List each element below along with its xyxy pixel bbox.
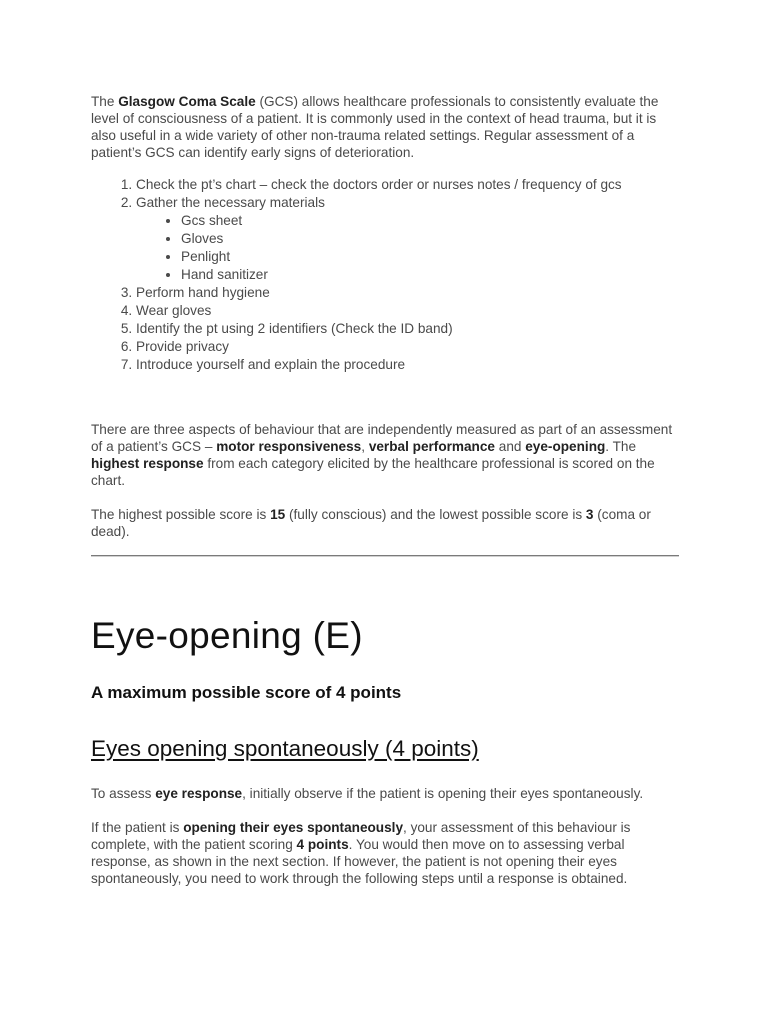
aspects-bold: motor responsiveness [216,439,362,454]
procedure-steps [91,176,681,374]
intro-text: (GCS) allows healthcare professionals to consistently evaluate the level of consciousness of a patient. It is commonly used in the context of head trauma, but it is also useful in a wide variety of other non-trauma related settings. Regular assessment of a patient’s GCS can identify early signs of deterioration. [91,94,659,160]
section-heading: Eye-opening (E) [91,615,363,656]
step-item: 6. Provide privacy [136,338,681,356]
aspects-paragraph [91,421,681,489]
spontaneous-bold: opening their eyes spontaneously [183,820,404,835]
document-content [91,93,681,887]
aspects-text: , [361,439,369,454]
spontaneous-text: . You would then move on to assessing verbal response, as shown in the next section. If however, the patient is not opening their eyes spontaneously, you need to work through the following steps until a response is obtained. [91,837,628,886]
step-item: 3. Perform hand hygiene [136,284,681,302]
aspects-text: and [495,439,526,454]
score-text: (fully conscious) and the lowest possible score is [285,507,586,522]
score-text: (coma or dead). [91,507,651,539]
assess-text: , initially observe if the patient is opening their eyes spontaneously. [242,786,644,801]
aspects-bold: verbal performance [368,439,495,454]
spontaneous-text: If the patient is [91,820,184,835]
step-item: 5. Identify the pt using 2 identifiers (Check the ID band) [136,320,681,338]
step-text: Gather the necessary materials [136,195,325,210]
subsection-heading: Eyes opening spontaneously (4 points) [91,736,479,761]
spontaneous-paragraph [91,819,681,887]
assess-bold: eye response [155,786,243,801]
material-item: • Penlight [181,248,681,266]
step-item: 7. Introduce yourself and explain the procedure [136,356,681,374]
assess-text: To assess [91,786,156,801]
material-item: • Gcs sheet [181,212,681,230]
material-item: • Hand sanitizer [181,266,681,284]
step-item [136,194,681,284]
step-item: 4. Wear gloves [136,302,681,320]
intro-paragraph [91,93,681,161]
score-paragraph [91,506,681,540]
gcs-name: Glasgow Coma Scale [118,94,256,109]
aspects-text: from each category elicited by the healthcare professional is scored on the chart. [91,456,655,488]
material-item: • Gloves [181,230,681,248]
aspects-bold: eye-opening [525,439,606,454]
score-text: The highest possible score is [91,507,271,522]
aspects-text: There are three aspects of behaviour that are independently measured as part of an assessment of a patient’s GCS – [91,422,673,454]
section-subheading: A maximum possible score of 4 points [91,683,402,702]
materials-list [136,212,681,284]
assess-paragraph [91,785,681,802]
section-divider [91,555,679,557]
spontaneous-text: , your assessment of this behaviour is complete, with the patient scoring [91,820,631,852]
score-bold: 15 [270,507,286,522]
intro-text: The [91,94,119,109]
aspects-bold: highest response [91,456,204,471]
step-item: 1. Check the pt’s chart – check the doctors order or nurses notes / frequency of gcs [136,176,681,194]
spontaneous-bold: 4 points [296,837,349,852]
aspects-text: . The [605,439,637,454]
score-bold: 3 [585,507,594,522]
